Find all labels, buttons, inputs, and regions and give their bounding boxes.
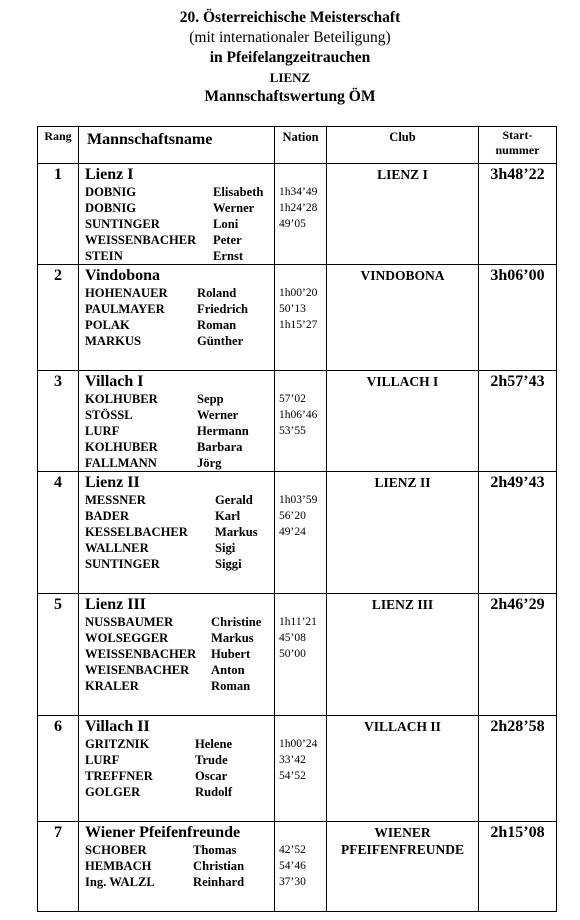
member-last-name: TREFFNER [85, 769, 153, 783]
club-name: VILLACH II [364, 719, 441, 734]
member-row [85, 216, 274, 232]
nation-time: 54’52 [279, 770, 306, 782]
member-last-name: FALLMANN [85, 456, 157, 470]
member-first-name: Roland [197, 286, 237, 300]
member-first-name: Roman [197, 318, 237, 332]
club-name: LIENZ III [371, 597, 434, 612]
member-last-name: GRITZNIK [85, 737, 150, 751]
rank-cell: 7 [38, 822, 79, 912]
member-first-name: Werner [197, 408, 239, 422]
team-name: Lienz I [85, 166, 134, 183]
member-last-name: MESSNER [85, 493, 146, 507]
member-first-name: Werner [213, 201, 255, 215]
member-first-name: Christine [211, 615, 262, 629]
results-table [37, 126, 557, 912]
nation-time: 1h00’24 [279, 738, 318, 750]
member-row [85, 540, 274, 556]
table-row [38, 716, 557, 822]
member-last-name: NUSSBAUMER [85, 615, 174, 629]
rank-cell: 3 [38, 371, 79, 472]
member-first-name: Karl [215, 509, 241, 523]
member-first-name: Loni [213, 217, 239, 231]
member-last-name: KOLHUBER [85, 440, 158, 454]
member-first-name: Hermann [197, 424, 249, 438]
rank-cell: 6 [38, 716, 79, 822]
member-last-name: SCHOBER [85, 843, 147, 857]
column-header-club: Club [327, 127, 479, 164]
team-name: Villach II [85, 718, 150, 735]
total-time-cell: 3h06’00 [479, 265, 557, 371]
member-row [85, 301, 274, 317]
member-last-name: DOBNIG [85, 185, 137, 199]
column-header-nation: Nation [275, 127, 327, 164]
club-name-line2: PFEIFENFREUNDE [340, 842, 464, 857]
nation-time: 42’52 [279, 844, 306, 856]
member-last-name: LURF [85, 424, 120, 438]
member-first-name: Sepp [197, 392, 224, 406]
member-first-name: Markus [215, 525, 258, 539]
club-cell [327, 265, 479, 371]
club-cell [327, 594, 479, 716]
member-row [85, 736, 274, 752]
team-name: Vindobona [85, 267, 160, 284]
total-time-cell: 2h28’58 [479, 716, 557, 822]
column-header-start-line2: nummer [495, 143, 540, 157]
club-cell [327, 164, 479, 265]
member-row [85, 317, 274, 333]
member-first-name: Christian [193, 859, 245, 873]
member-last-name: SUNTINGER [85, 557, 160, 571]
member-last-name: PAULMAYER [85, 302, 165, 316]
team-name: Lienz III [85, 596, 146, 613]
member-last-name: SUNTINGER [85, 217, 160, 231]
nation-time: 57’02 [279, 393, 306, 405]
nation-times-cell [275, 265, 327, 371]
member-row [85, 492, 274, 508]
nation-times-cell [275, 822, 327, 912]
nation-time: 49’24 [279, 526, 306, 538]
member-last-name: WEISENBACHER [85, 663, 190, 677]
member-row [85, 662, 274, 678]
member-row [85, 423, 274, 439]
nation-time: 50’00 [279, 648, 306, 660]
nation-time: 50’13 [279, 303, 306, 315]
member-first-name: Helene [195, 737, 233, 751]
member-row [85, 858, 274, 874]
nation-times-cell [275, 164, 327, 265]
nation-time: 49’05 [279, 218, 306, 230]
member-row [85, 508, 274, 524]
member-row [85, 333, 274, 349]
table-header-row [38, 127, 557, 164]
nation-times-cell [275, 716, 327, 822]
total-time-cell: 2h15’08 [479, 822, 557, 912]
member-row [85, 184, 274, 200]
member-row [85, 248, 274, 264]
team-name: Wiener Pfeifenfreunde [85, 824, 241, 841]
member-last-name: POLAK [85, 318, 130, 332]
member-last-name: WALLNER [85, 541, 149, 555]
column-header-rang: Rang [38, 127, 79, 164]
member-row [85, 768, 274, 784]
member-row [85, 630, 274, 646]
title-discipline: in Pfeifelangzeitrauchen [209, 49, 371, 66]
rank-cell: 4 [38, 472, 79, 594]
team-cell [79, 472, 275, 594]
member-last-name: DOBNIG [85, 201, 137, 215]
member-last-name: KOLHUBER [85, 392, 158, 406]
member-first-name: Siggi [215, 557, 242, 571]
club-cell [327, 716, 479, 822]
nation-time: 1h15’27 [279, 319, 318, 331]
member-row [85, 556, 274, 572]
nation-time: 56’20 [279, 510, 306, 522]
member-first-name: Gerald [215, 493, 253, 507]
club-name: LIENZ II [374, 475, 431, 490]
table-row [38, 472, 557, 594]
club-cell [327, 472, 479, 594]
member-last-name: WOLSEGGER [85, 631, 169, 645]
member-first-name: Thomas [193, 843, 237, 857]
nation-times-cell [275, 594, 327, 716]
member-row [85, 285, 274, 301]
team-cell [79, 594, 275, 716]
member-last-name: BADER [85, 509, 130, 523]
team-cell [79, 164, 275, 265]
member-row [85, 391, 274, 407]
table-row [38, 371, 557, 472]
member-row [85, 752, 274, 768]
nation-time: 54’46 [279, 860, 306, 872]
member-row [85, 232, 274, 248]
member-first-name: Ernst [213, 249, 244, 263]
member-row [85, 455, 274, 471]
club-name: VILLACH I [366, 374, 439, 389]
team-name: Villach I [85, 373, 144, 390]
member-first-name: Peter [213, 233, 242, 247]
table-row [38, 822, 557, 912]
member-row [85, 874, 274, 890]
member-last-name: WEISSENBACHER [85, 647, 197, 661]
member-first-name: Barbara [197, 440, 243, 454]
nation-time: 33’42 [279, 754, 306, 766]
team-cell [79, 716, 275, 822]
member-row [85, 784, 274, 800]
rank-cell: 1 [38, 164, 79, 265]
member-last-name: MARKUS [85, 334, 141, 348]
column-header-startnummer [479, 127, 557, 164]
nation-time: 53’55 [279, 425, 306, 437]
nation-time: 1h11’21 [279, 616, 317, 628]
subtitle-international: (mit internationaler Beteiligung) [189, 29, 391, 46]
member-first-name: Markus [211, 631, 254, 645]
member-last-name: WEISSENBACHER [85, 233, 197, 247]
member-last-name: GOLGER [85, 785, 141, 799]
table-row [38, 164, 557, 265]
club-cell [327, 822, 479, 912]
member-first-name: Rudolf [195, 785, 233, 799]
team-cell [79, 265, 275, 371]
nation-times-cell [275, 472, 327, 594]
title-team-ranking: Mannschaftswertung ÖM [204, 88, 376, 105]
member-last-name: HEMBACH [85, 859, 152, 873]
team-cell [79, 371, 275, 472]
team-cell [79, 822, 275, 912]
member-first-name: Sigi [215, 541, 236, 555]
nation-time: 1h34’49 [279, 186, 318, 198]
nation-time: 1h24’28 [279, 202, 318, 214]
member-row [85, 614, 274, 630]
title-championship: 20. Österreichische Meisterschaft [179, 9, 401, 26]
total-time-cell: 2h49’43 [479, 472, 557, 594]
column-header-start-line1: Start- [502, 128, 533, 142]
member-last-name: STÖSSL [85, 408, 133, 422]
member-row [85, 407, 274, 423]
nation-time: 1h06’46 [279, 409, 318, 421]
nation-times-cell [275, 371, 327, 472]
member-last-name: STEIN [85, 249, 123, 263]
nation-time: 37’30 [279, 876, 306, 888]
rank-cell: 5 [38, 594, 79, 716]
column-header-name: Mannschaftsname [79, 127, 275, 164]
member-first-name: Oscar [195, 769, 228, 783]
member-first-name: Elisabeth [213, 185, 264, 199]
member-last-name: KESSELBACHER [85, 525, 188, 539]
member-row [85, 200, 274, 216]
total-time-cell: 2h57’43 [479, 371, 557, 472]
total-time-cell: 2h46’29 [479, 594, 557, 716]
member-first-name: Reinhard [193, 875, 245, 889]
member-first-name: Friedrich [197, 302, 249, 316]
member-last-name: Ing. WALZL [85, 875, 155, 889]
rank-cell: 2 [38, 265, 79, 371]
club-name: VINDOBONA [360, 268, 445, 283]
member-row [85, 439, 274, 455]
nation-time: 45’08 [279, 632, 306, 644]
title-location: LIENZ [269, 70, 311, 85]
member-row [85, 524, 274, 540]
member-first-name: Anton [211, 663, 245, 677]
club-name: LIENZ I [377, 167, 428, 182]
table-row [38, 594, 557, 716]
member-row [85, 842, 274, 858]
table-row [38, 265, 557, 371]
nation-time: 1h00’20 [279, 287, 318, 299]
member-last-name: HOHENAUER [85, 286, 168, 300]
member-last-name: LURF [85, 753, 120, 767]
member-first-name: Jörg [197, 456, 222, 470]
team-name: Lienz II [85, 474, 140, 491]
member-first-name: Roman [211, 679, 251, 693]
member-row [85, 678, 274, 694]
member-first-name: Günther [197, 334, 244, 348]
member-last-name: KRALER [85, 679, 139, 693]
total-time-cell: 3h48’22 [479, 164, 557, 265]
club-name: WIENER [374, 825, 431, 840]
member-first-name: Hubert [211, 647, 251, 661]
nation-time: 1h03’59 [279, 494, 318, 506]
member-row [85, 646, 274, 662]
club-cell [327, 371, 479, 472]
member-first-name: Trude [195, 753, 228, 767]
